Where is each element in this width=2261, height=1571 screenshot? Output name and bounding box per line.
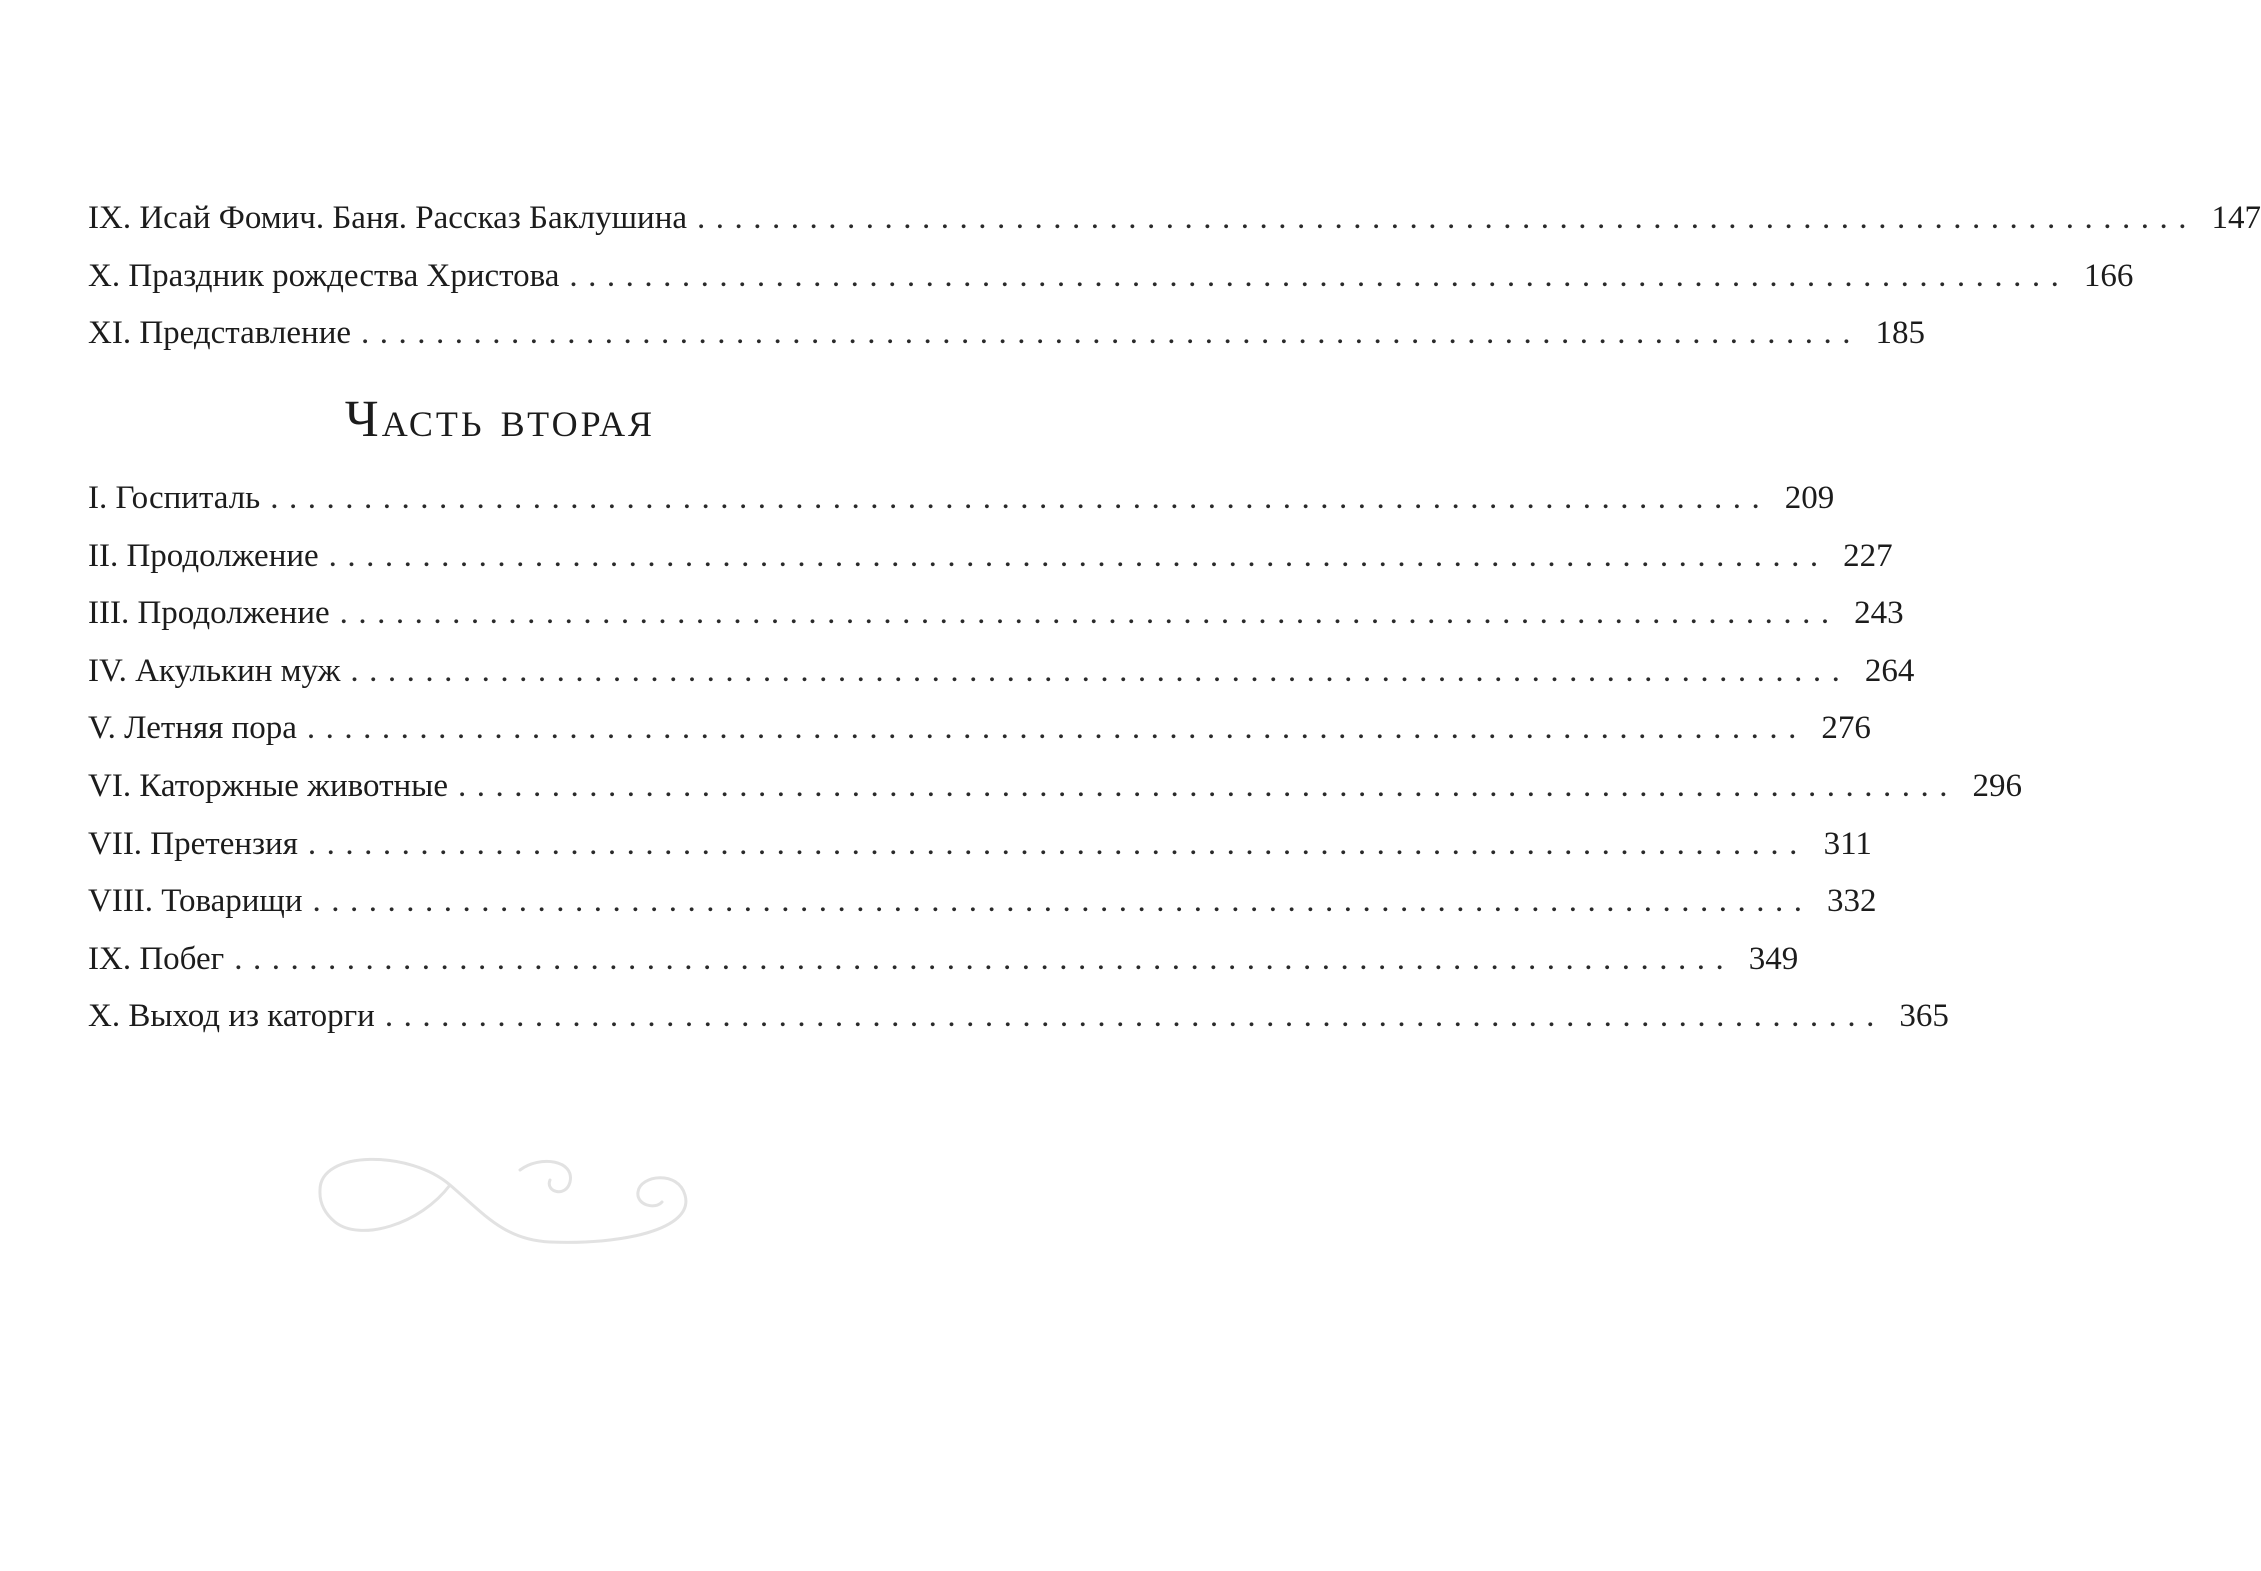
toc-entry-page: 264 [1864, 652, 1915, 689]
toc-entry-title: III. Продолжение [88, 595, 330, 632]
dot-leader: ................................................................................ [307, 825, 1808, 862]
toc-entry-page: 349 [1748, 940, 1799, 977]
toc-entry[interactable] [88, 305, 1926, 363]
toc-entry-title: VI. Каторжные животные [88, 767, 448, 804]
dot-leader: ................................................................................ [384, 998, 1885, 1035]
toc-part-one-continued [88, 190, 2261, 363]
toc-entry[interactable] [88, 988, 1949, 1046]
toc-entry-page: 332 [1827, 883, 1877, 920]
dot-leader: ................................................................................ [234, 940, 1735, 977]
toc-entry[interactable] [88, 248, 2134, 306]
toc-entry-page: 276 [1821, 710, 1871, 747]
toc-entry[interactable] [88, 470, 1835, 528]
toc-entry-title: II. Продолжение [88, 537, 319, 574]
toc-entry[interactable] [88, 643, 1915, 701]
toc-entry-page: 166 [2083, 257, 2134, 294]
part-two-heading: Часть вторая [344, 391, 656, 448]
toc-entry-page: 296 [1972, 767, 2022, 804]
flourish-ornament-icon [300, 1130, 700, 1260]
toc-entry[interactable] [88, 190, 2261, 248]
dot-leader: ................................................................................ [312, 883, 1813, 920]
dot-leader: ................................................................................ [350, 652, 1851, 689]
toc-entry-title: IV. Акулькин муж [88, 652, 341, 689]
toc-entry-title: X. Выход из каторги [88, 998, 375, 1035]
toc-entry-page: 311 [1823, 825, 1872, 862]
dot-leader: ................................................................................ [328, 537, 1829, 574]
toc-entry[interactable] [88, 700, 1871, 758]
toc-entry-page: 365 [1899, 998, 1949, 1035]
toc-entry[interactable] [88, 585, 1904, 643]
toc-entry[interactable] [88, 931, 1799, 989]
toc-entry-title: VIII. Товарищи [88, 883, 303, 920]
toc-entry[interactable] [88, 758, 2022, 816]
toc-entry-title: IX. Исай Фомич. Баня. Рассказ Баклушина [88, 200, 688, 236]
toc-part-two [88, 470, 2022, 1046]
toc-entry-page: 147 [2211, 200, 2261, 236]
dot-leader: ................................................................................ [306, 710, 1807, 747]
dot-leader: ................................................................................ [458, 767, 1958, 804]
toc-entry-page: 227 [1843, 537, 1893, 574]
toc-entry-page: 243 [1854, 595, 1904, 632]
dot-leader: ................................................................................ [697, 200, 2198, 236]
toc-entry[interactable] [88, 528, 1893, 586]
toc-entry-page: 209 [1784, 480, 1835, 516]
toc-entry-title: V. Летняя пора [88, 710, 297, 747]
toc-entry[interactable] [88, 816, 1872, 874]
toc-entry-title: X. Праздник рождества Христова [88, 257, 560, 294]
toc-entry-page: 185 [1875, 315, 1926, 352]
toc-entry-title: IX. Побег [88, 940, 225, 977]
dot-leader: ................................................................................ [361, 315, 1862, 352]
dot-leader: ................................................................................ [270, 480, 1771, 516]
toc-entry-title: XI. Представление [88, 315, 352, 352]
dot-leader: ................................................................................ [339, 595, 1840, 632]
dot-leader: ................................................................................ [569, 257, 2070, 294]
toc-entry-title: I. Госпиталь [88, 480, 261, 516]
toc-entry[interactable] [88, 873, 1877, 931]
toc-entry-title: VII. Претензия [88, 825, 298, 862]
